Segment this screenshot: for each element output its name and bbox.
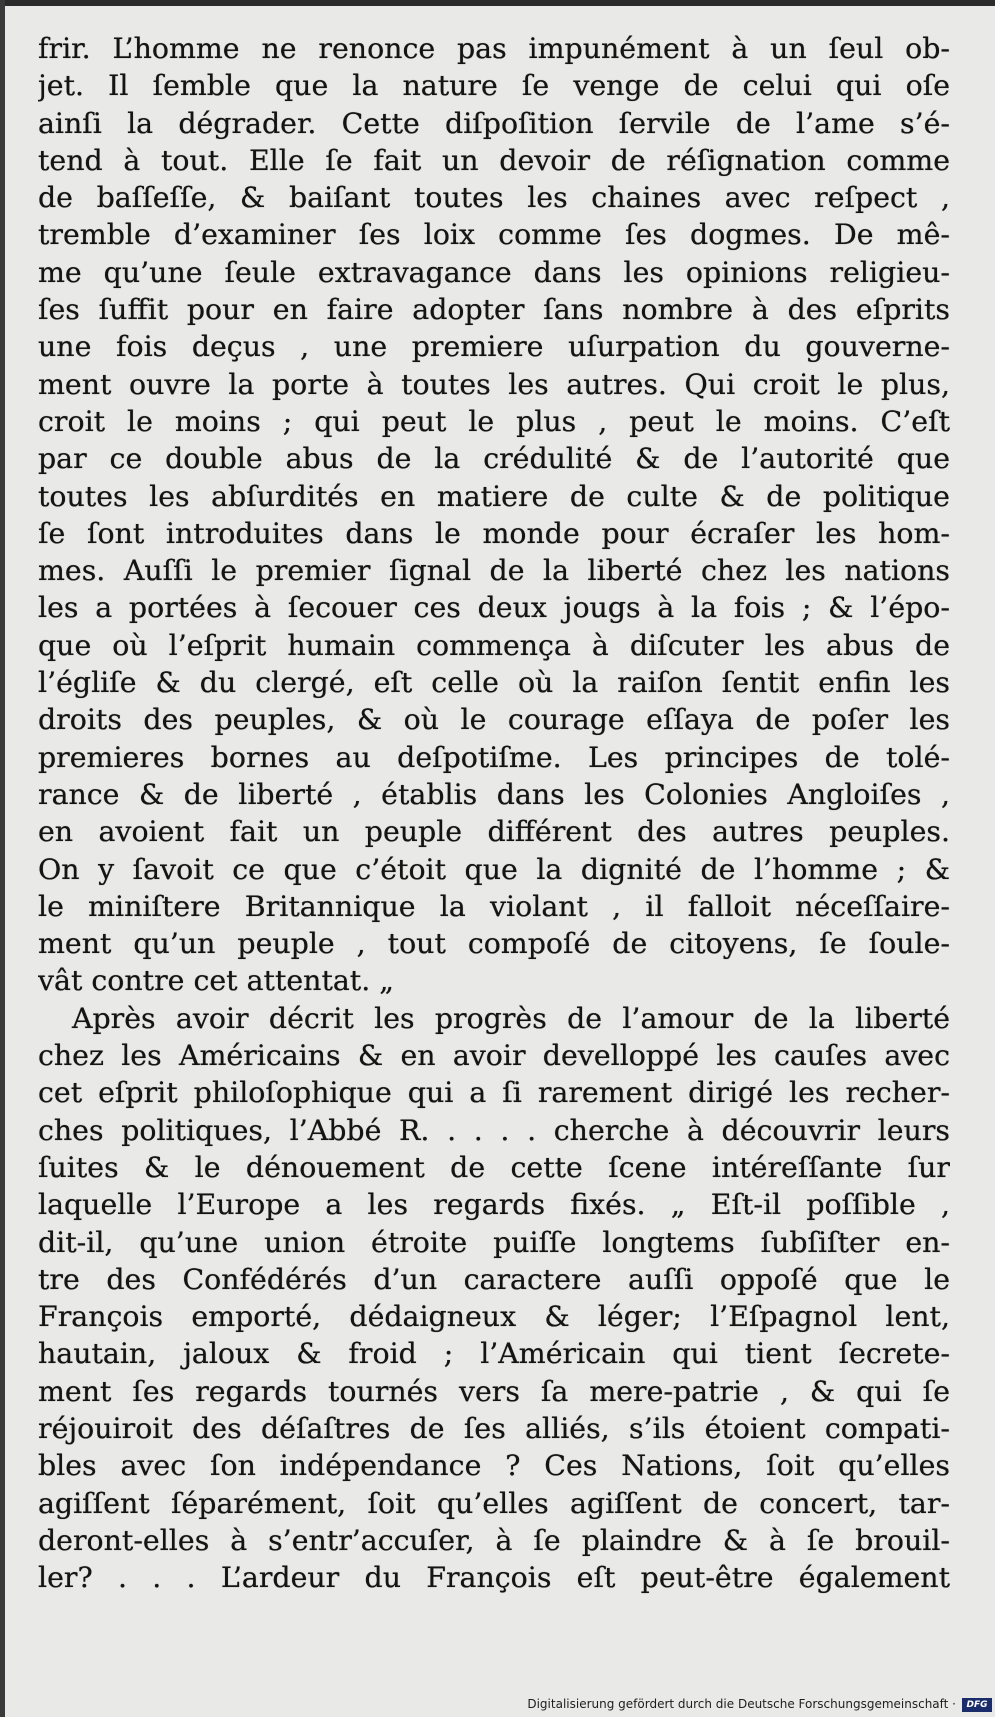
text-line: ainſi la dégrader. Cette diſpoſition ſervile de l’ame s’é- [38, 106, 950, 140]
dfg-logo: DFG [962, 1698, 992, 1712]
text-line: François emporté, dédaigneux & léger; l’Eſpagnol lent, [38, 1300, 950, 1334]
text-line: les a portées à ſecouer ces deux jougs à la fois ; & l’épo- [38, 591, 950, 625]
text-line: réjouiroit des déſaſtres de ſes alliés, s’ils étoient compati- [38, 1411, 950, 1445]
digitization-credit: Digitalisierung gefördert durch die Deutsche Forschungsgemeinschaft · [527, 1697, 956, 1711]
text-line: ment qu’un peuple , tout compoſé de citoyens, ſe ſoule- [38, 927, 950, 961]
text-line: ſes ſuffit pour en faire adopter ſans nombre à des eſprits [38, 293, 950, 327]
text-line: laquelle l’Europe a les regards fixés. „ Eſt-il poſſible , [38, 1188, 950, 1222]
text-line: toutes les abſurdités en matiere de culte & de politique [38, 479, 950, 513]
text-line: tre des Confédérés d’un caractere auſſi oppoſé que le [38, 1262, 950, 1296]
text-line: ment ouvre la porte à toutes les autres. Qui croit le plus, [38, 367, 950, 401]
text-line: de baſſeſſe, & baiſant toutes les chaines avec reſpect , [38, 181, 950, 215]
text-line: Après avoir décrit les progrès de l’amour de la liberté [72, 1001, 950, 1035]
text-line: droits des peuples, & où le courage eſſaya de poſer les [38, 703, 950, 737]
text-line: rance & de liberté , établis dans les Colonies Angloiſes , [38, 777, 950, 811]
text-line: que où l’eſprit humain commença à diſcuter les abus de [38, 628, 950, 662]
text-line: agiſſent ſéparément, ſoit qu’elles agiſſent de concert, tar- [38, 1486, 950, 1520]
text-line: par ce double abus de la crédulité & de l’autorité que [38, 442, 950, 476]
text-line: chez les Américains & en avoir develloppé les cauſes avec [38, 1039, 950, 1073]
text-line: me qu’une ſeule extravagance dans les opinions religieu- [38, 255, 950, 289]
text-line: croit le moins ; qui peut le plus , peut le moins. C’eſt [38, 404, 950, 438]
text-line: cet eſprit philoſophique qui a ſi rarement dirigé les recher- [38, 1076, 950, 1110]
text-line: bles avec ſon indépendance ? Ces Nations, ſoit qu’elles [38, 1449, 950, 1483]
text-line: deront-elles à s’entr’accuſer, à ſe plaindre & à ſe brouil- [38, 1523, 950, 1557]
text-line: On y ſavoit ce que c’étoit que la dignité de l’homme ; & [38, 852, 950, 886]
text-line: tend à tout. Elle ſe fait un devoir de réſignation comme [38, 143, 950, 177]
text-line: tremble d’examiner ſes loix comme ſes dogmes. De mê- [38, 218, 950, 252]
text-line: vât contre cet attentat. „ [38, 964, 394, 998]
text-line: ler? . . . L’ardeur du François eſt peut-être également [38, 1561, 950, 1595]
text-line: dit-il, qu’une union étroite puiſſe longtems ſubſiſter en- [38, 1225, 950, 1259]
text-line: le miniſtere Britannique la violant , il falloit néceſſaire- [38, 889, 950, 923]
body-text [38, 30, 950, 1596]
text-line: mes. Auſſi le premier ſignal de la liberté chez les nations [38, 554, 950, 588]
text-line: ment ſes regards tournés vers ſa mere-patrie , & qui ſe [38, 1374, 950, 1408]
text-line: ches politiques, l’Abbé R. . . . . cherche à découvrir leurs [38, 1113, 950, 1147]
text-line: hautain, jaloux & froid ; l’Américain qui tient ſecrete- [38, 1337, 950, 1371]
text-line: en avoient fait un peuple différent des autres peuples. [38, 815, 950, 849]
text-line: jet. Il ſemble que la nature ſe venge de celui qui oſe [38, 69, 950, 103]
text-line: premieres bornes au deſpotiſme. Les principes de tolé- [38, 740, 950, 774]
text-line: ſe ſont introduites dans le monde pour écraſer les hom- [38, 516, 950, 550]
text-line: frir. L’homme ne renonce pas impunément à un ſeul ob- [38, 32, 950, 65]
text-line: ſuites & le dénouement de cette ſcene intéreſſante ſur [38, 1150, 950, 1184]
text-line: une fois deçus , une premiere uſurpation du gouverne- [38, 330, 950, 364]
text-line: l’égliſe & du clergé, eſt celle où la raiſon ſentit enfin les [38, 666, 950, 700]
